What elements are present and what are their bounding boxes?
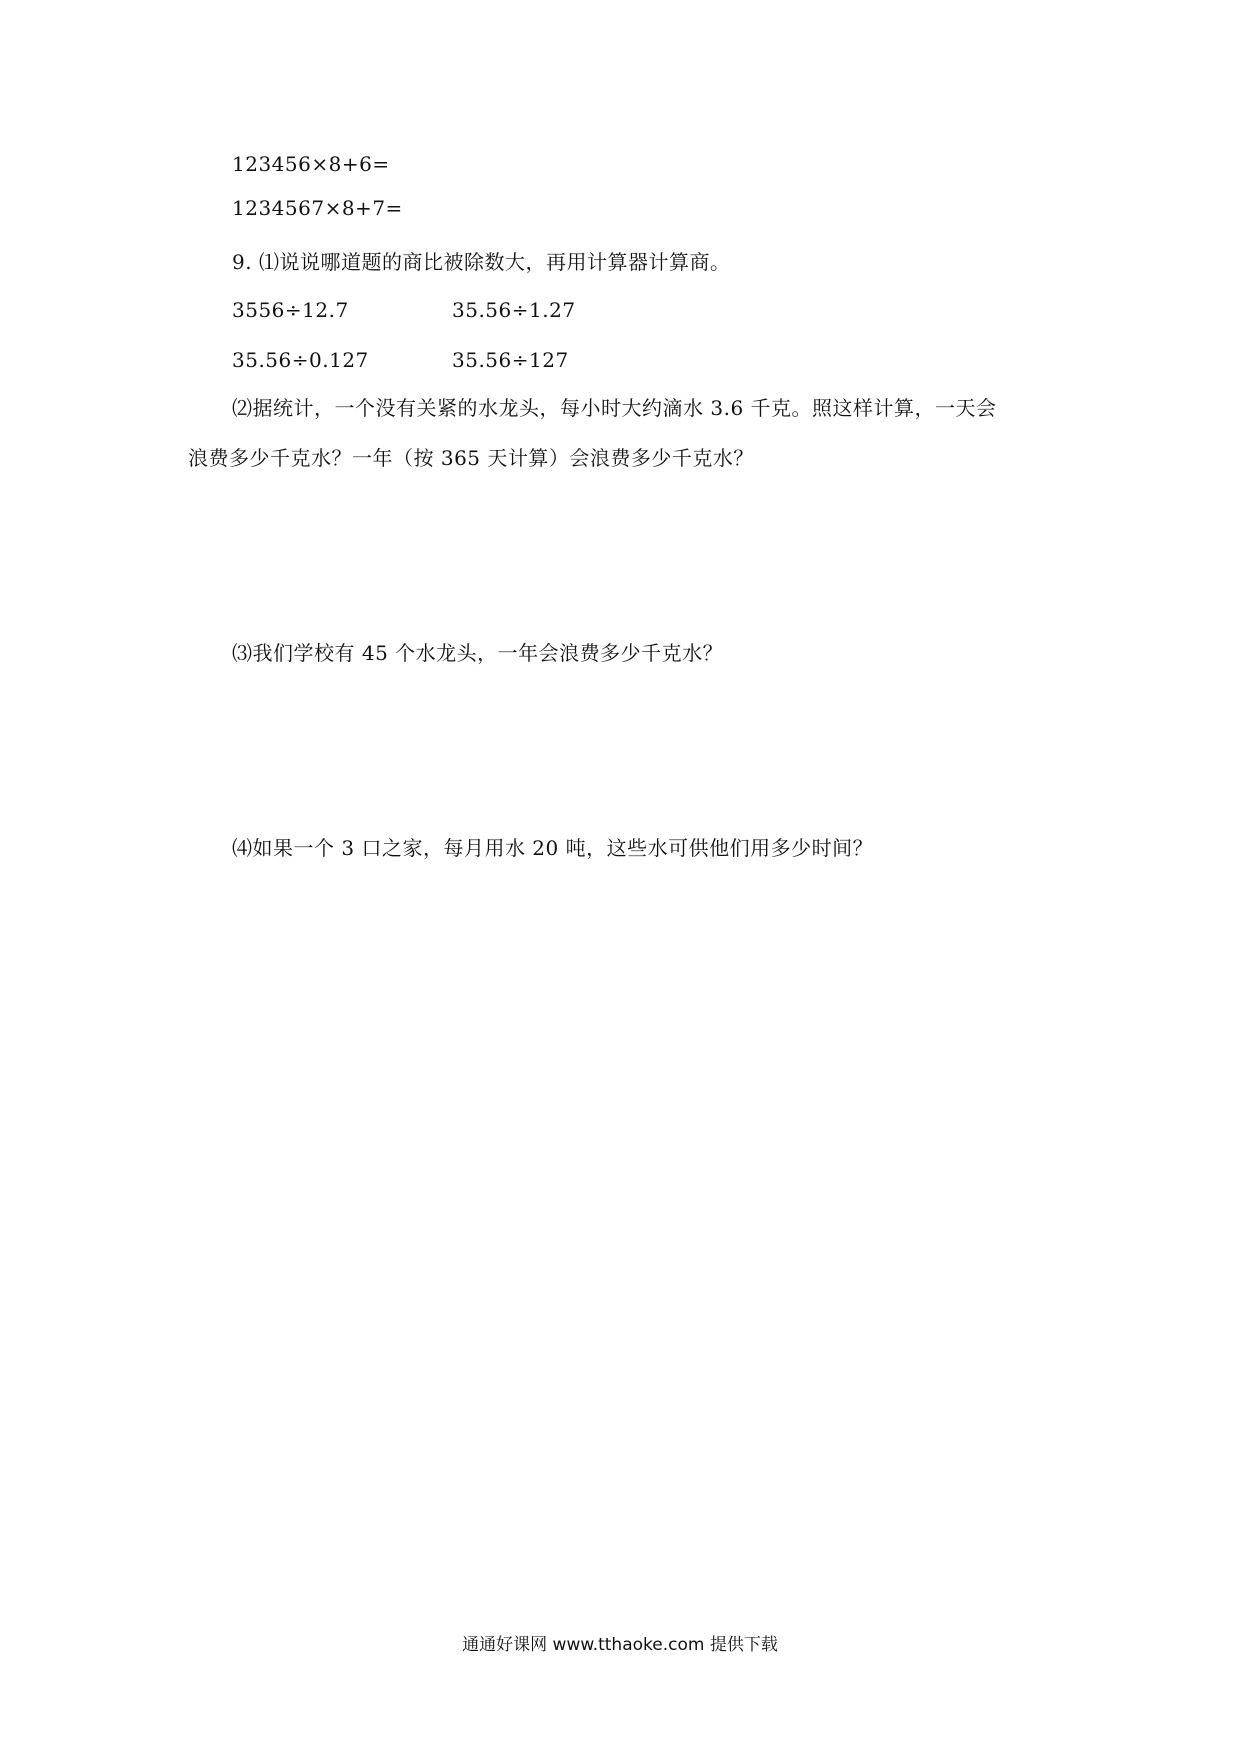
division-b: 35.56÷1.27 xyxy=(452,298,576,322)
question-9-part-3: ⑶我们学校有 45 个水龙头，一年会浪费多少千克水？ xyxy=(232,641,724,665)
page-footer: 通通好课网 www.tthaoke.com 提供下载 xyxy=(462,1635,778,1655)
equation-line-1: 123456×8+6= xyxy=(232,152,390,176)
question-9-part-4: ⑷如果一个 3 口之家，每月用水 20 吨，这些水可供他们用多少时间？ xyxy=(232,836,874,860)
question-9-part-1: 9. ⑴说说哪道题的商比被除数大，再用计算器计算商。 xyxy=(232,250,731,274)
division-c: 35.56÷0.127 xyxy=(232,348,369,372)
division-a: 3556÷12.7 xyxy=(232,298,349,322)
equation-line-2: 1234567×8+7= xyxy=(232,196,403,220)
division-d: 35.56÷127 xyxy=(452,348,569,372)
question-9-part-2-line-2: 浪费多少千克水？一年（按 365 天计算）会浪费多少千克水？ xyxy=(188,446,754,470)
question-9-part-2-line-1: ⑵据统计，一个没有关紧的水龙头，每小时大约滴水 3.6 千克。照这样计算，一天会 xyxy=(232,396,997,420)
